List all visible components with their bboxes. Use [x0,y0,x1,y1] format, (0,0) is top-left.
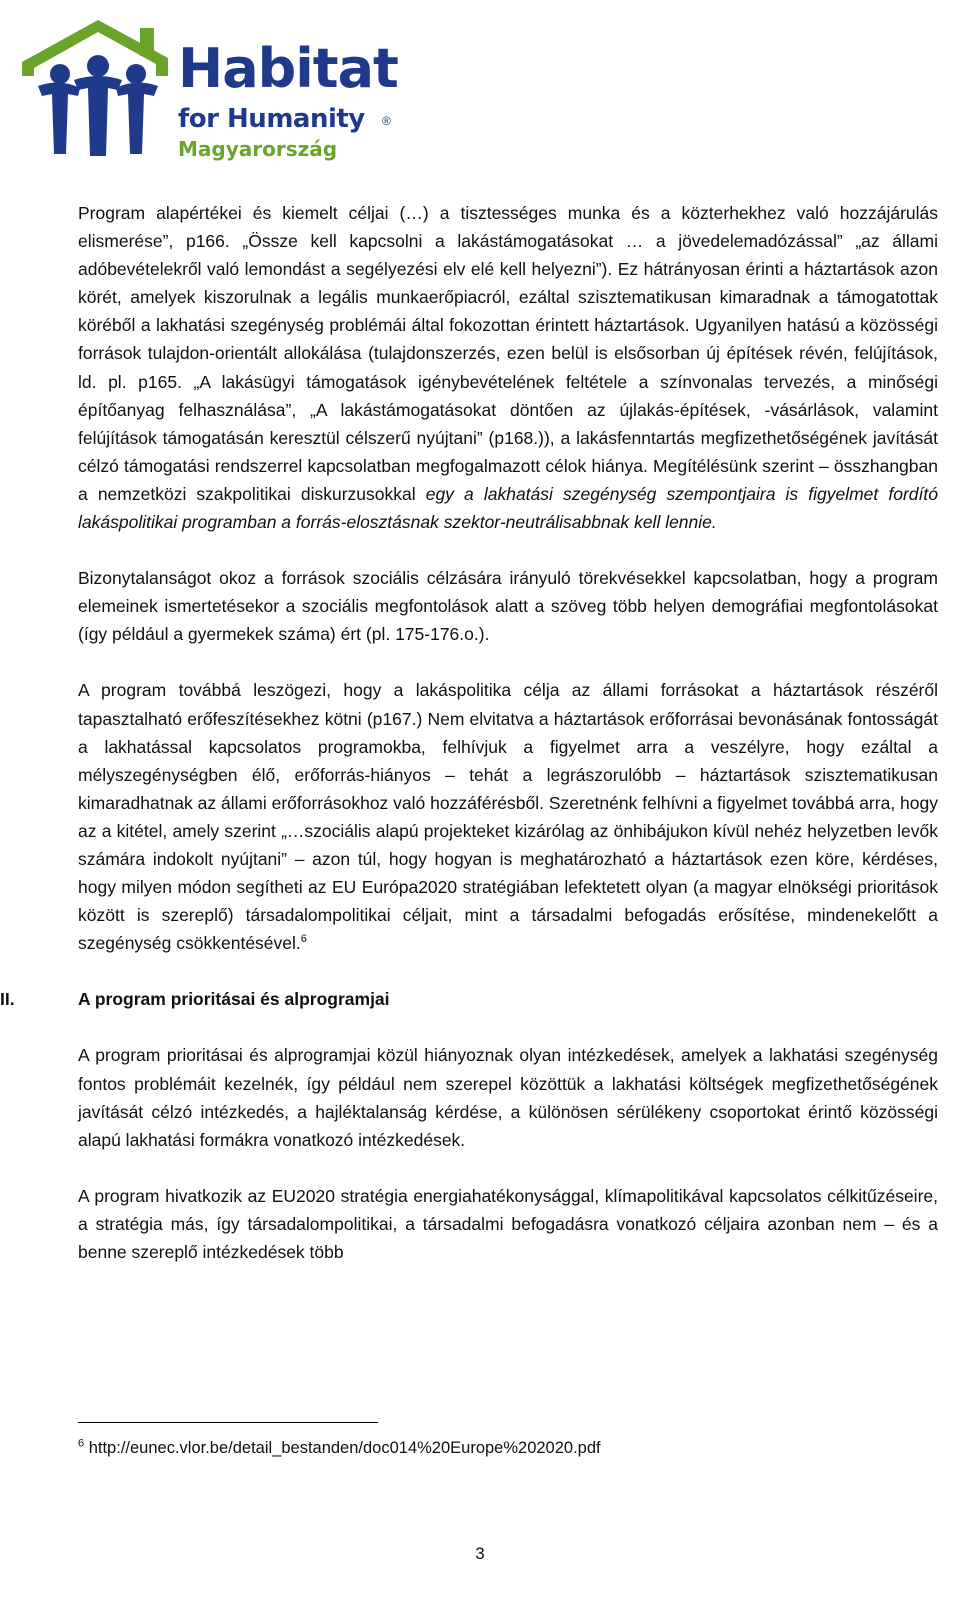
section-title: A program prioritásai és alprogramjai [78,989,390,1010]
paragraph-1 [78,199,938,536]
logo-text-country: Magyarország [178,137,338,161]
paragraph-3-text: A program továbbá leszögezi, hogy a lakáspolitika célja az állami forrásokat a háztartások részéről tapasztalható erőfeszítésekhez kötni (p167.) Nem elvitatva a háztartások erőforrásai bevonásának fontosságát a lakhatással kapcsolatos programokba, felhívjuk a figyelmet arra a veszélyre, hogy ezáltal a mélyszegénységben élő, erőforrás-hiányos – tehát a legrászorulóbb – háztartások szisztematikusan kimaradhatnak az állami erőforrásokhoz való hozzáférésből. Szeretnénk felhívni a figyelmet továbbá arra, hogy az a kitétel, amely szerint „…szociális alapú projekteket kizárólag az önhibájukon kívül nehéz helyzetben levők számára indokolt nyújtani” – azon túl, hogy hogyan is meghatározható a háztartások ezen köre, kérdéses, hogy milyen módon segítheti az EU Európa2020 stratégiában lefektetett olyan (a magyar elnökségi prioritások között is szereplő) társadalompolitikai céljait, mint a társadalmi befogadás erősítése, mindenekelőtt a szegénység csökkentésével. [78,680,938,954]
logo-registered-mark: ® [382,114,391,128]
logo-text-habitat: Habitat [178,37,398,100]
logo-text-for-humanity: for Humanity [178,104,365,134]
paragraph-1-text: Program alapértékei és kiemelt céljai (…) a tisztességes munka és a közterhekhez való hozzájárulás elismerése”, p166. „Össze kell kapcsolni a lakástámogatásokat … a jövedelemadózással” „az állami adóbevételekről való lemondást a segélyezési elv elé kell helyezni”). Ez hátrányosan érinti a háztartások azon körét, amelyek kiszorulnak a legális munkaerőpiacról, ezáltal szisztematikusan kimaradnak a támogatottak köréből a lakhatási szegénység problémái által fokozottan érintett háztartások. Ugyanilyen hatású a közösségi források tulajdon-orientált allokálása (tulajdonszerzés, ezen belül is elsősorban új építések révén, felújítások, ld. pl. p165. „A lakásügyi támogatások igénybevételének feltétele a színvonalas tervezés, a minőségi építőanyag felhasználása”, „A lakástámogatásokat döntően az újlakás-építések, -vásárlások, valamint felújítások támogatásán keresztül célszerű nyújtani” (p168.)), a lakásfenntartás megfizethetőségének javítását célzó támogatási rendszerrel kapcsolatban megfogalmazott célok hiánya. Megítélésünk szerint – összhangban a nemzetközi szakpolitikai diskurzusokkal [78,203,938,504]
paragraph-2: Bizonytalanságot okoz a források szociális célzására irányuló törekvésekkel kapcsolatban, hogy a program elemeinek ismertetésekor a szociális megfontolások alatt a szöveg több helyen demográfiai megfontolásokat (így például a gyermekek száma) ért (pl. 175-176.o.). [78,568,938,645]
footnote-reference: 6 [300,933,307,946]
document-body [0,199,938,1266]
paragraph-3 [78,676,938,957]
paragraph-1-italic: egy a lakhatási szegénység szempontjaira is figyelmet fordító lakáspolitikai programban a forrás-elosztásnak szektor-neutrálisabbnak kell lennie. [78,483,938,533]
footnote-mark: 6 [78,1437,85,1450]
habitat-logo [18,14,398,174]
page-number: 3 [475,1544,485,1563]
paragraph-5: A program hivatkozik az EU2020 stratégia energiahatékonysággal, klímapolitikával kapcsolatos célkitűzéseire, a stratégia más, így társadalompolitikai, a társadalmi befogadásra vonatkozó céljaira azonban nem – és a benne szereplő intézkedések több [78,1185,938,1262]
habitat-logo-graphic [18,14,178,164]
section-number: II. [0,989,15,1010]
paragraph-4: A program prioritásai és alprogramjai közül hiányoznak olyan intézkedések, amelyek a lakhatási szegénység fontos problémáit kezelnék, így például nem szerepel közöttük a lakhatási költségek megfizethetőségének javítását célzó intézkedés, a hajléktalanság kérdése, a különösen sérülékeny csoportokat érintő közösségi alapú lakhatási formákra vonatkozó intézkedések. [78,1045,938,1150]
footnote-link[interactable]: http://eunec.vlor.be/detail_bestanden/doc014%20Europe%202020.pdf [84,1439,601,1457]
footnote-divider [78,1422,378,1423]
footnote [78,1436,601,1460]
section-heading [0,985,938,1013]
